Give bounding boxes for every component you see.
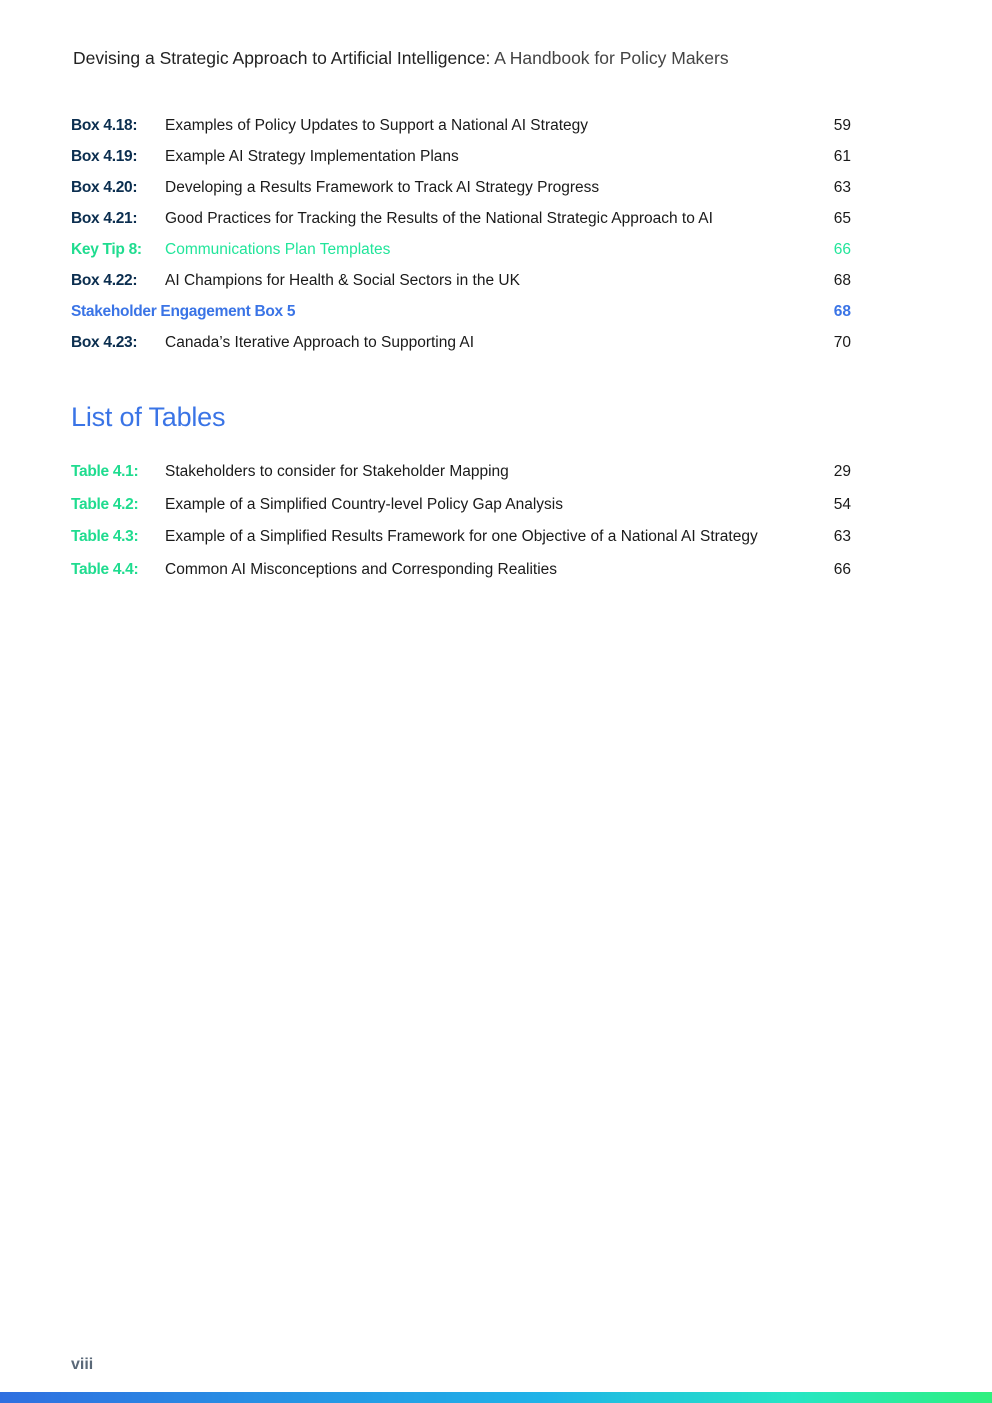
toc-entry-table-4-2[interactable] (71, 489, 851, 522)
entry-page: 29 (833, 463, 851, 480)
entry-label: Stakeholder Engagement Box 5 (71, 303, 296, 320)
toc-entry-key-tip-8[interactable] (71, 234, 851, 265)
entry-title: Example of a Simplified Results Framework for one Objective of a National AI Strategy (165, 528, 758, 546)
entry-page: 68 (833, 272, 851, 289)
entry-label: Table 4.4: (71, 561, 139, 579)
entry-page: 68 (833, 303, 851, 320)
footer-gradient-bar (0, 1392, 992, 1403)
entry-page: 70 (833, 334, 851, 351)
entry-title: Common AI Misconceptions and Corresponding Realities (165, 561, 558, 579)
toc-entry-table-4-4[interactable] (71, 554, 851, 587)
entry-title: Example of a Simplified Country-level Policy Gap Analysis (165, 495, 564, 513)
entry-page: 63 (833, 179, 851, 196)
entry-page: 65 (833, 210, 851, 227)
toc-entry-table-4-1[interactable] (71, 456, 851, 489)
entry-page: 61 (833, 148, 851, 165)
entry-title: Examples of Policy Updates to Support a National AI Strategy (165, 117, 589, 134)
running-header (73, 48, 729, 69)
entry-title: Good Practices for Tracking the Results of the National Strategic Approach to AI (165, 210, 713, 227)
header-title-main: Devising a Strategic Approach to Artificial Intelligence: (73, 48, 491, 68)
toc-entry-table-4-3[interactable] (71, 521, 851, 554)
entry-label: Table 4.3: (71, 528, 139, 546)
page-number: viii (71, 1356, 94, 1373)
entry-page: 59 (833, 117, 851, 134)
toc-entry-box-4-23[interactable] (71, 327, 851, 358)
entry-label: Table 4.1: (71, 463, 139, 480)
entry-label: Box 4.20: (71, 179, 138, 196)
list-of-boxes (71, 110, 851, 358)
toc-entry-stakeholder-engagement-box-5[interactable] (71, 296, 851, 327)
entry-title: AI Champions for Health & Social Sectors in the UK (165, 272, 520, 289)
entry-title: Canada’s Iterative Approach to Supporting AI (165, 334, 475, 351)
entry-label: Key Tip 8: (71, 241, 142, 258)
entry-page: 66 (833, 561, 851, 579)
entry-page: 63 (833, 528, 851, 546)
toc-entry-box-4-21[interactable] (71, 203, 851, 234)
toc-entry-box-4-22[interactable] (71, 265, 851, 296)
list-of-tables (71, 456, 851, 587)
entry-page: 66 (833, 241, 851, 258)
entry-label: Box 4.19: (71, 148, 138, 165)
entry-page: 54 (833, 495, 851, 513)
entry-title: Example AI Strategy Implementation Plans (165, 148, 459, 165)
entry-label: Box 4.22: (71, 272, 138, 289)
entry-label: Table 4.2: (71, 495, 139, 513)
entry-title: Stakeholders to consider for Stakeholder Mapping (165, 463, 509, 480)
entry-title: Communications Plan Templates (165, 241, 391, 258)
header-title-sub: A Handbook for Policy Makers (490, 48, 729, 68)
toc-entry-box-4-20[interactable] (71, 172, 851, 203)
entry-label: Box 4.21: (71, 210, 138, 227)
list-of-tables-heading: List of Tables (71, 402, 226, 432)
toc-entry-box-4-19[interactable] (71, 141, 851, 172)
entry-label: Box 4.23: (71, 334, 138, 351)
toc-entry-box-4-18[interactable] (71, 110, 851, 141)
entry-title: Developing a Results Framework to Track AI Strategy Progress (165, 179, 600, 196)
entry-label: Box 4.18: (71, 117, 138, 134)
